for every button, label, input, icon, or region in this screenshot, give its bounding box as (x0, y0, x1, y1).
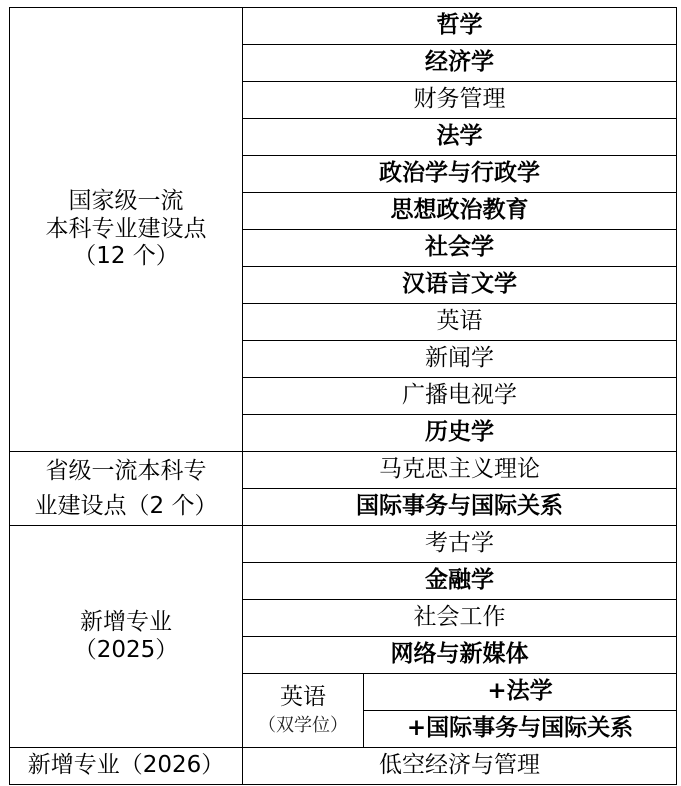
major-cell: 哲学 (243, 8, 677, 45)
dual-degree-major: 英语 (280, 683, 326, 710)
category-line: 省级一流本科专 (45, 458, 207, 484)
category-line: 新增专业 (80, 608, 172, 635)
major-cell: 政治学与行政学 (243, 156, 677, 193)
major-cell: 思想政治教育 (243, 193, 677, 230)
category-line: 本科专业建设点 (45, 215, 207, 242)
major-cell: 考古学 (243, 526, 677, 563)
major-cell: 财务管理 (243, 82, 677, 119)
dual-degree-cell (243, 674, 364, 748)
category-national (10, 8, 243, 452)
major-cell: 马克思主义理论 (243, 452, 677, 489)
category-line: （12 个） (73, 243, 179, 270)
category-new-2025 (10, 526, 243, 748)
major-cell: 社会学 (243, 230, 677, 267)
major-cell: 广播电视学 (243, 378, 677, 415)
dual-degree-option: +国际事务与国际关系 (364, 711, 677, 748)
category-provincial (10, 452, 243, 526)
major-cell: 金融学 (243, 563, 677, 600)
major-cell: 新闻学 (243, 341, 677, 378)
major-cell: 低空经济与管理 (243, 748, 677, 785)
category-line: 业建设点（2 个） (34, 492, 218, 519)
category-line: （2025） (73, 636, 179, 663)
major-cell: 历史学 (243, 415, 677, 452)
major-cell: 国际事务与国际关系 (243, 489, 677, 526)
majors-table (9, 7, 677, 785)
major-cell: 网络与新媒体 (243, 637, 677, 674)
major-cell: 法学 (243, 119, 677, 156)
category-new-2026 (10, 748, 243, 785)
category-line: 国家级一流 (68, 188, 184, 215)
major-cell: 经济学 (243, 45, 677, 82)
major-cell: 英语 (243, 304, 677, 341)
major-cell: 汉语言文学 (243, 267, 677, 304)
dual-degree-option: +法学 (364, 674, 677, 711)
major-cell: 社会工作 (243, 600, 677, 637)
dual-degree-note: （双学位） (258, 714, 348, 736)
category-line: 新增专业（2026） (27, 752, 225, 779)
